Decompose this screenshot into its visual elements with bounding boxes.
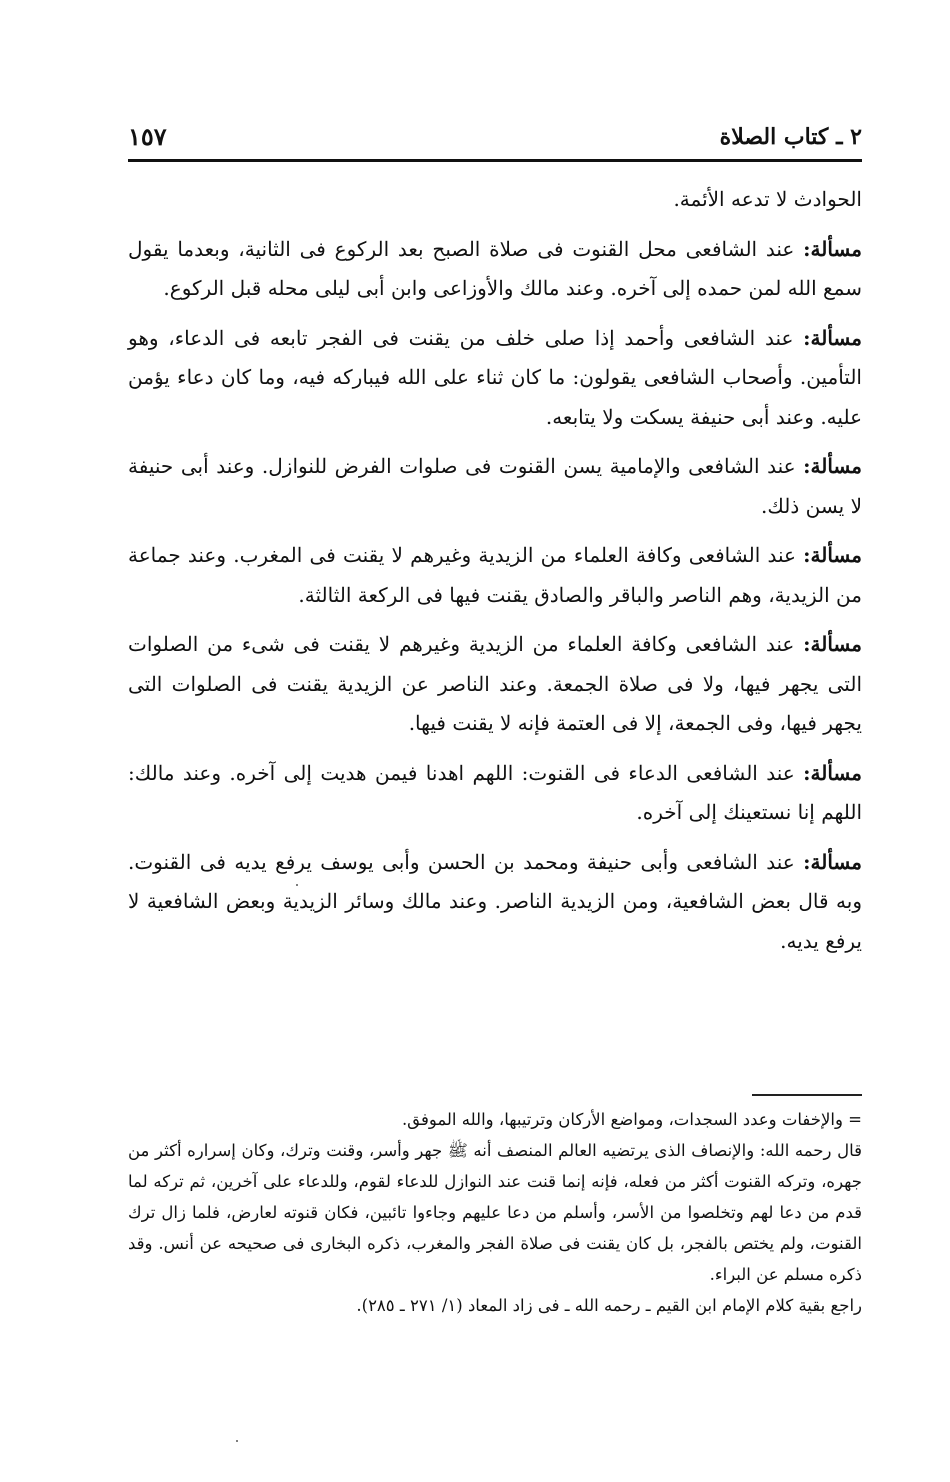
issue-label: مسألة: xyxy=(803,543,862,567)
footnote-divider xyxy=(752,1094,862,1096)
issue-label: مسألة: xyxy=(803,760,862,785)
paragraph-text: عند الشافعى وكافة العلماء من الزيدية وغيرهم لا يقنت فى شىء من الصلوات التى يجهر فيها، ولا فى صلاة الجمعة. وعند الناصر عن الزيدية يقنت فى الصلوات التى يجهر فيها، وفى الجمعة، إلا فى العتمة فإنه لا يقنت فيها. xyxy=(128,632,862,735)
footnote-line: قال رحمه الله: والإنصاف الذى يرتضيه العالم المنصف أنه ﷺ جهر وأسر، وقنت وترك، وكان إسراره أكثر من جهره، وتركه القنوت أكثر من فعله، فإنه إنما قنت عند النوازل للدعاء لقوم، وللدعاء على آخرين، ثم تركه لما قدم من دعا لهم وتخلصوا من الأسر، وأسلم من دعا عليهم وجاءوا تائبين، فكان قنوته لعارض، فلما زال ترك القنوت، ولم يختص بالفجر، بل كان يقنت فى صلاة الفجر والمغرب، ذكره البخارى فى صحيحه عن أنس. وقد ذكره مسلم عن البراء. xyxy=(128,1141,862,1284)
paragraph xyxy=(128,843,862,962)
paragraph-text: عند الشافعى وأبى حنيفة ومحمد بن الحسن وأبى يوسف يرفع يديه فى القنوت. وبه قال بعض الشافعية، ومن الزيدية الناصر. وعند مالك وسائر الزيدية وبعض الشافعية لا يرفع يديه. xyxy=(128,849,862,953)
page-number: ١٥٧ xyxy=(128,122,167,151)
footnote-line: = والإخفات وعدد السجدات، ومواضع الأركان وترتيبها، والله الموفق. xyxy=(401,1110,862,1129)
issue-label: مسألة: xyxy=(803,325,862,350)
paragraph-text: عند الشافعى وأحمد إذا صلى خلف من يقنت فى الفجر تابعه فى الدعاء، وهو التأمين. وأصحاب الشافعى يقولون: ما كان ثناء على الله فيباركه فيه، وما كان دعاء يؤمن عليه. وعند أبى حنيفة يسكت ولا يتابعه. xyxy=(128,325,862,429)
chapter-title: ٢ ـ كتاب الصلاة xyxy=(719,124,862,150)
paragraph-text: عند الشافعى الدعاء فى القنوت: اللهم اهدنا فيمن هديت إلى آخره. وعند مالك: اللهم إنا نستعينك إلى آخره. xyxy=(128,760,862,824)
page-header xyxy=(128,118,862,162)
paragraph-text: عند الشافعى والإمامية يسن القنوت فى صلوات الفرض للنوازل. وعند أبى حنيفة لا يسن ذلك. xyxy=(128,454,862,518)
footnote-line: راجع بقية كلام الإمام ابن القيم ـ رحمه الله ـ فى زاد المعاد (١/ ٢٧١ ـ ٢٨٥). xyxy=(356,1296,862,1315)
issue-label: مسألة: xyxy=(803,849,862,874)
paragraph-text: عند الشافعى محل القنوت فى صلاة الصبح بعد الركوع فى الثانية، وبعدما يقول سمع الله لمن حمده إلى آخره. وعند مالك والأوزاعى وابن أبى ليلى محله قبل الركوع. xyxy=(128,236,862,300)
scan-speck xyxy=(236,1440,238,1442)
paragraph-text: الحوادث لا تدعه الأئمة. xyxy=(673,187,862,211)
issue-label: مسألة: xyxy=(803,454,862,478)
paragraph xyxy=(128,319,862,438)
issue-label: مسألة: xyxy=(803,236,862,261)
scan-speck xyxy=(296,884,298,886)
header-divider xyxy=(128,159,862,162)
paragraph xyxy=(128,447,862,526)
paragraph-text: عند الشافعى وكافة العلماء من الزيدية وغيرهم لا يقنت فى المغرب. وعند جماعة من الزيدية، وهم الناصر والباقر والصادق يقنت فيها فى الركعة الثالثة. xyxy=(128,543,862,607)
issue-label: مسألة: xyxy=(803,632,862,656)
paragraph xyxy=(128,230,862,309)
footnotes xyxy=(128,1104,862,1321)
paragraph xyxy=(128,180,862,220)
paragraph xyxy=(128,625,862,744)
main-text xyxy=(128,180,862,971)
paragraph xyxy=(128,536,862,615)
paragraph xyxy=(128,754,862,833)
